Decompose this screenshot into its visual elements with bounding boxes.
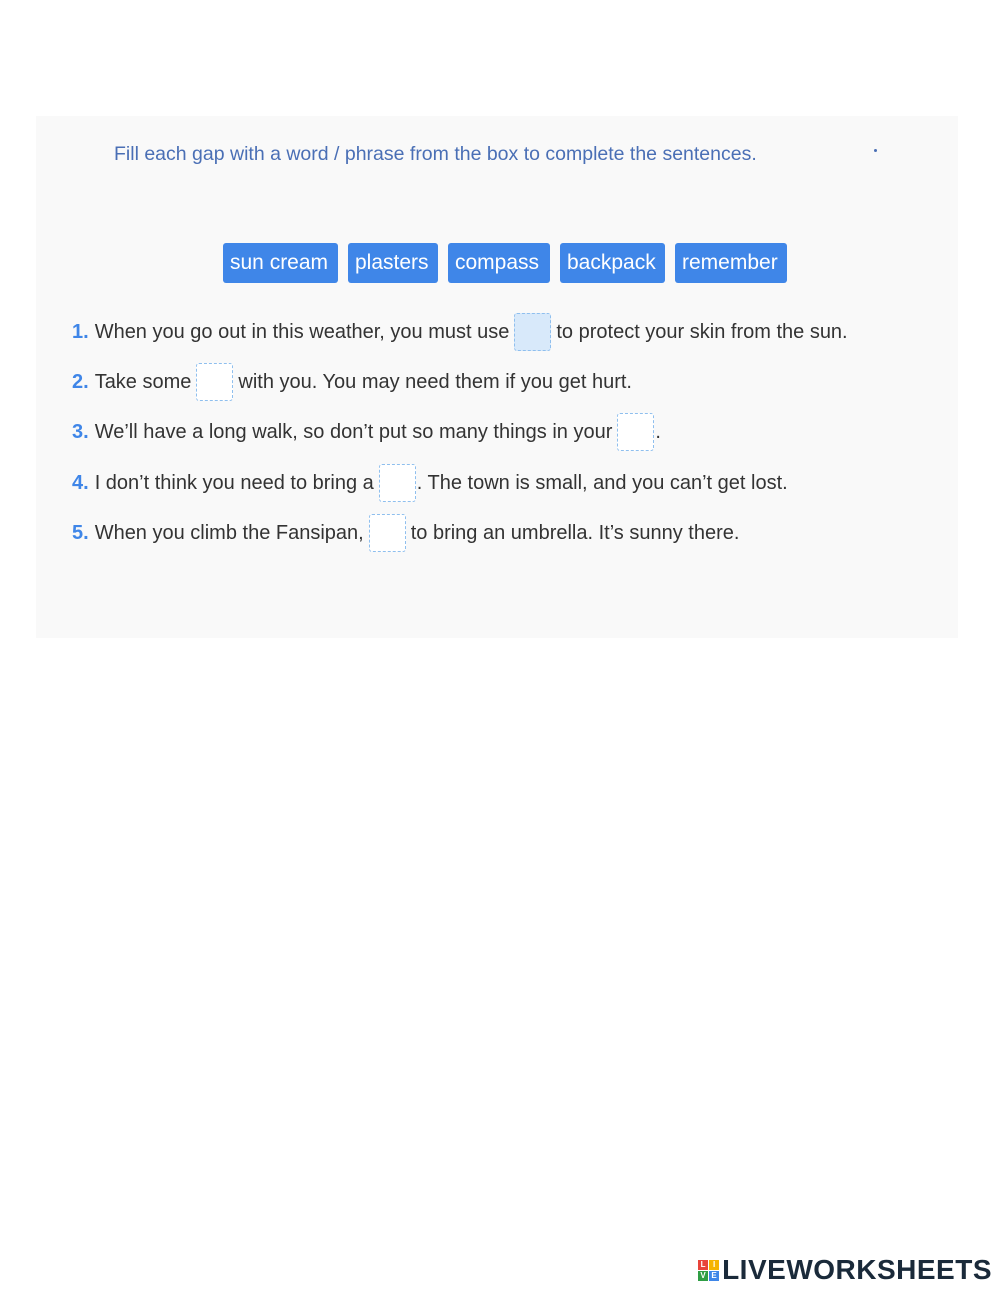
logo-letter: V <box>698 1271 708 1281</box>
answer-drop-zone-5[interactable] <box>369 514 406 552</box>
instruction-text: Fill each gap with a word / phrase from the box to complete the sentences. <box>114 143 757 165</box>
logo-letter: L <box>698 1260 708 1270</box>
question-text-after: with you. You may need them if you get hurt. <box>238 370 632 393</box>
word-chip-plasters[interactable]: plasters <box>348 243 438 283</box>
answer-drop-zone-3[interactable] <box>617 413 654 451</box>
logo-letter: E <box>709 1271 719 1281</box>
logo-letter: I <box>709 1260 719 1270</box>
question-number: 2. <box>72 370 89 393</box>
logo-mark-icon <box>698 1260 719 1281</box>
word-bank <box>223 243 787 283</box>
question-1 <box>72 312 848 352</box>
question-text-after: . The town is small, and you can’t get lost. <box>416 471 788 494</box>
question-text-before: Take some <box>94 370 192 393</box>
question-text-before: When you go out in this weather, you must use <box>94 320 510 343</box>
question-number: 5. <box>72 521 89 544</box>
question-text-after: to protect your skin from the sun. <box>556 320 848 343</box>
question-number: 1. <box>72 320 89 343</box>
word-chip-compass[interactable]: compass <box>448 243 550 283</box>
decorative-dot <box>874 149 877 152</box>
question-3 <box>72 412 661 452</box>
question-text-before: When you climb the Fansipan, <box>94 521 364 544</box>
question-2 <box>72 362 632 402</box>
word-chip-remember[interactable]: remember <box>675 243 787 283</box>
question-number: 4. <box>72 471 89 494</box>
word-chip-backpack[interactable]: backpack <box>560 243 665 283</box>
question-text-after: to bring an umbrella. It’s sunny there. <box>410 521 740 544</box>
liveworksheets-logo <box>698 1254 992 1286</box>
question-text-before: I don’t think you need to bring a <box>94 471 374 494</box>
word-chip-sun-cream[interactable]: sun cream <box>223 243 338 283</box>
question-number: 3. <box>72 420 89 443</box>
question-text-before: We’ll have a long walk, so don’t put so many things in your <box>94 420 613 443</box>
question-4 <box>72 463 788 503</box>
brand-name: LIVEWORKSHEETS <box>722 1254 992 1285</box>
answer-drop-zone-1[interactable] <box>514 313 551 351</box>
question-5 <box>72 513 739 553</box>
answer-drop-zone-2[interactable] <box>196 363 233 401</box>
question-text-after: . <box>655 420 661 443</box>
answer-drop-zone-4[interactable] <box>379 464 416 502</box>
